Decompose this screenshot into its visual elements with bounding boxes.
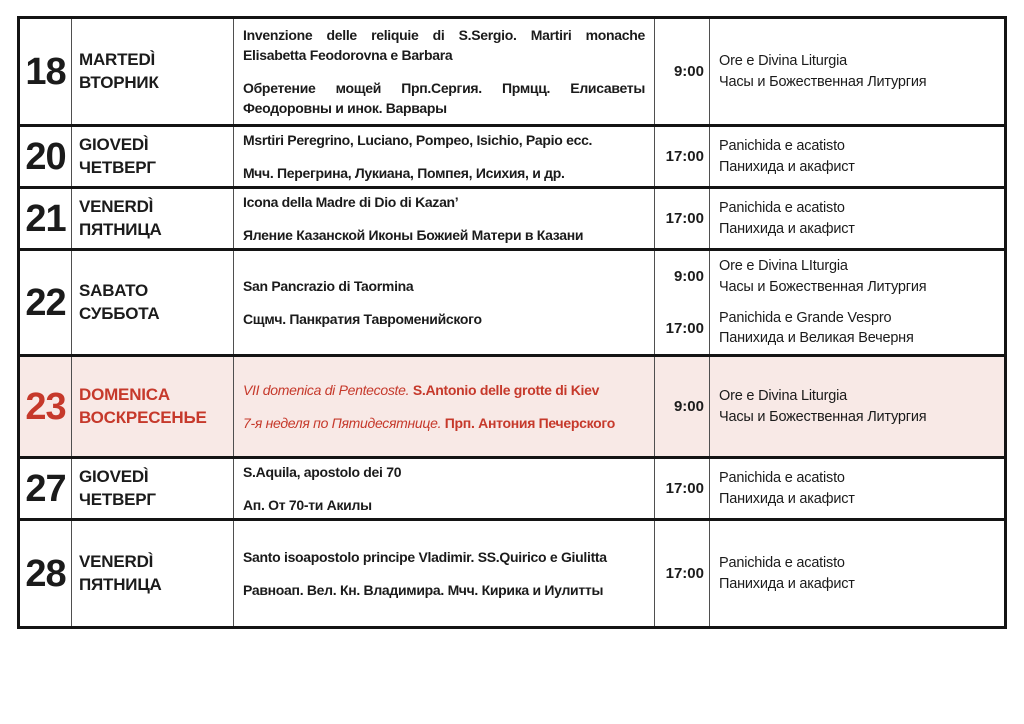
weekday-line: SABATO (79, 281, 149, 301)
feast-text (243, 380, 645, 400)
service-times (655, 251, 710, 354)
day-number: 18 (20, 19, 72, 124)
service-name-line: Panichida e acatisto (719, 470, 845, 487)
schedule-row (20, 189, 1004, 251)
service-time: 17:00 (665, 565, 704, 582)
service-names (710, 189, 1004, 248)
weekday (72, 357, 234, 456)
service-name-line: Панихида и Великая Вечерня (719, 330, 914, 347)
weekday-line: MARTEDÌ (79, 50, 156, 70)
service-name-line: Панихида и акафист (719, 575, 855, 592)
feast-text-segment: Santo isoapostolo principe Vladimir. SS.Quirico e Giulitta (243, 549, 607, 566)
feast-text-segment: Сщмч. Панкратия Тавроменийского (243, 310, 482, 327)
service-name (719, 459, 1004, 518)
feast-text-segment: VII domenica di Pentecoste. (243, 382, 413, 399)
weekday-line: GIOVEDÌ (79, 135, 149, 155)
day-number: 20 (20, 127, 72, 186)
weekday-line: ЧЕТВЕРГ (79, 489, 156, 509)
service-names (710, 251, 1004, 354)
schedule-table (17, 16, 1007, 629)
feast-text (243, 462, 645, 482)
schedule-row (20, 521, 1004, 626)
feast-text-segment: Обретение мощей Прп.Сергия. Прмцц. Елисаветы Феодоровны и инок. Варвары (243, 79, 645, 116)
day-number: 23 (20, 357, 72, 456)
weekday-line: СУББОТА (79, 303, 160, 323)
schedule-row (20, 251, 1004, 357)
feast-text-segment: S.Aquila, apostolo dei 70 (243, 464, 402, 481)
schedule-row (20, 19, 1004, 127)
feast-text-segment: Мчч. Перегрина, Лукиана, Помпея, Исихия, и др. (243, 164, 565, 181)
weekday-line: ВТОРНИК (79, 72, 159, 92)
feast-text-segment: Яление Казанской Иконы Божией Матери в Казани (243, 226, 584, 243)
service-name-line: Часы и Божественная Литургия (719, 408, 927, 425)
service-name-line: Панихида и акафист (719, 220, 855, 237)
weekday (72, 19, 234, 124)
feast-text (243, 192, 645, 212)
service-times (655, 19, 710, 124)
day-number: 27 (20, 459, 72, 518)
feast-text-segment: Icona della Madre di Dio di Kazan’ (243, 194, 459, 211)
day-number: 21 (20, 189, 72, 248)
service-name-line: Ore e Divina Liturgia (719, 53, 847, 70)
service-name-line: Панихида и акафист (719, 158, 855, 175)
feast-text-segment: San Pancrazio di Taormina (243, 278, 414, 295)
weekday-line: DOMENICA (79, 385, 170, 405)
feast-description (234, 521, 655, 626)
service-name-line: Часы и Божественная Литургия (719, 73, 927, 90)
feast-text-segment: 7-я неделя по Пятидесятнице. (243, 414, 445, 431)
service-time: 17:00 (665, 480, 704, 497)
weekday-line: VENERDÌ (79, 552, 154, 572)
service-name (719, 251, 1004, 303)
feast-text-segment: Invenzione delle reliquie di S.Sergio. Martiri monache Elisabetta Feodorovna e Barbara (243, 26, 645, 64)
feast-text (243, 495, 645, 515)
weekday (72, 127, 234, 186)
feast-text (243, 225, 645, 245)
service-time: 17:00 (665, 319, 704, 337)
service-name-line: Ore e Divina Liturgia (719, 388, 847, 405)
weekday (72, 189, 234, 248)
service-time: 9:00 (673, 63, 704, 80)
service-name (719, 303, 1004, 355)
weekday-line: ВОСКРЕСЕНЬЕ (79, 407, 207, 427)
feast-description (234, 189, 655, 248)
feast-description (234, 459, 655, 518)
schedule-row (20, 357, 1004, 459)
service-names (710, 19, 1004, 124)
service-names (710, 459, 1004, 518)
feast-description (234, 19, 655, 124)
weekday-line: ПЯТНИЦА (79, 219, 162, 239)
service-name (719, 521, 1004, 626)
feast-text (243, 309, 645, 329)
service-name-line: Панихида и акафист (719, 490, 855, 507)
service-name-line: Panichida e acatisto (719, 555, 845, 572)
feast-text (243, 25, 645, 66)
service-name (719, 19, 1004, 124)
service-time: 9:00 (673, 268, 704, 286)
weekday-line: VENERDÌ (79, 197, 154, 217)
service-name (719, 189, 1004, 248)
service-name-line: Panichida e acatisto (719, 200, 845, 217)
service-times (655, 357, 710, 456)
service-time: 9:00 (673, 398, 704, 415)
service-name-line: Часы и Божественная Литургия (719, 278, 927, 295)
feast-text (243, 163, 645, 183)
feast-description (234, 357, 655, 456)
feast-description (234, 127, 655, 186)
weekday-line: GIOVEDÌ (79, 467, 149, 487)
service-names (710, 521, 1004, 626)
service-names (710, 357, 1004, 456)
day-number: 22 (20, 251, 72, 354)
weekday (72, 459, 234, 518)
service-time: 17:00 (665, 210, 704, 227)
schedule-row (20, 127, 1004, 189)
service-times (655, 459, 710, 518)
weekday-line: ПЯТНИЦА (79, 574, 162, 594)
service-name-line: Panichida e acatisto (719, 138, 845, 155)
service-time: 17:00 (665, 148, 704, 165)
feast-text-segment: Прп. Антония Печерского (444, 414, 615, 431)
feast-text (243, 413, 645, 433)
feast-text (243, 276, 645, 296)
service-times (655, 189, 710, 248)
feast-description (234, 251, 655, 354)
feast-text (243, 580, 645, 600)
feast-text-segment: Ап. От 70-ти Акилы (243, 496, 372, 513)
feast-text (243, 78, 645, 119)
service-name-line: Ore e Divina LIturgia (719, 258, 848, 275)
schedule-row (20, 459, 1004, 521)
service-times (655, 521, 710, 626)
service-names (710, 127, 1004, 186)
weekday (72, 521, 234, 626)
feast-text (243, 547, 645, 567)
service-name (719, 127, 1004, 186)
feast-text-segment: Msrtiri Peregrino, Luciano, Pompeo, Isichio, Papio ecc. (243, 132, 593, 149)
day-number: 28 (20, 521, 72, 626)
service-times (655, 127, 710, 186)
weekday-line: ЧЕТВЕРГ (79, 157, 156, 177)
feast-text-segment: S.Antonio delle grotte di Kiev (412, 382, 600, 399)
service-name-line: Panichida e Grande Vespro (719, 309, 892, 326)
service-name (719, 357, 1004, 456)
feast-text (243, 130, 645, 150)
feast-text-segment: Равноап. Вел. Кн. Владимира. Мчч. Кирика и Иулитты (243, 581, 604, 598)
weekday (72, 251, 234, 354)
